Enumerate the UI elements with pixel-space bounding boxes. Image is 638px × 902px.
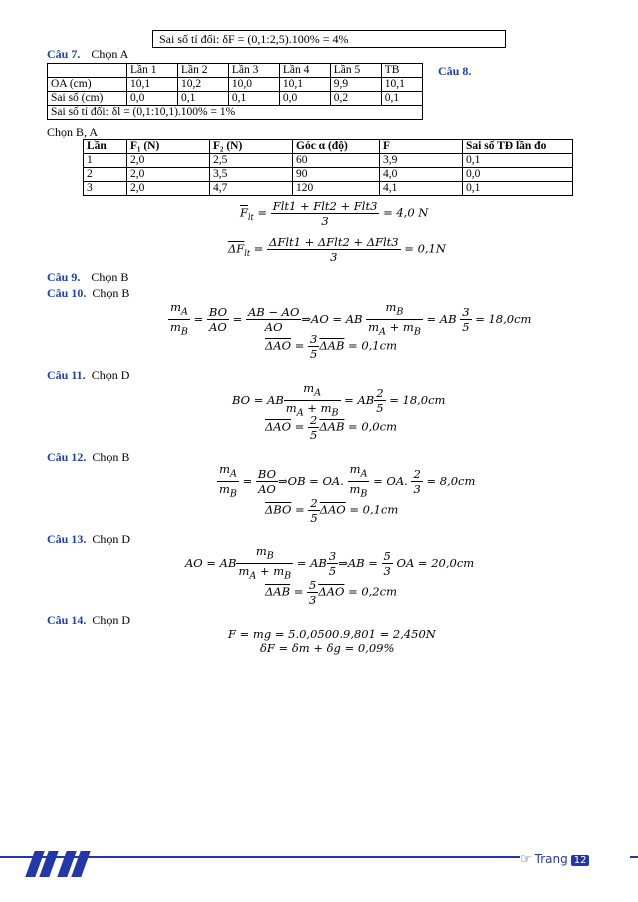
pointing-hand-icon: ☞ xyxy=(520,852,532,867)
table-cell: 60 xyxy=(293,154,380,168)
formula-numerator: Flt1 + Flt2 + Flt3 xyxy=(272,199,378,213)
table-oa-measurements xyxy=(47,63,423,120)
q13-formula-1: AO = AB $\frac{m_B}{m_A + m_B}$ = AB $\frac{3}{5}$ ⇒AB = $\frac{5}{3}$ OA = 20,0cm xyxy=(185,544,475,582)
q14-formula-2: δF = δm + δg = 0,09% xyxy=(260,641,395,655)
header-cell: F xyxy=(380,140,463,154)
top-summary-text: Sai số tỉ đối: δF = (0,1:2,5).100% = 4% xyxy=(159,32,349,46)
formula-result: = 0,1N xyxy=(404,241,446,256)
question-7 xyxy=(47,47,128,61)
table-cell: 0,1 xyxy=(463,154,573,168)
q13-formula-2-result: = 0,2cm xyxy=(348,584,397,599)
table-footer-row xyxy=(48,106,423,120)
header-cell: Lần 5 xyxy=(330,64,381,78)
table-cell: 2,0 xyxy=(127,182,210,196)
header-cell: Sai số TĐ lần đo xyxy=(463,140,573,154)
q13-formula-2: $\overline{\Delta AB}$ = $\frac{5}{3}$ $\overline{\Delta AO} = 0,2cm$ xyxy=(265,578,397,607)
q13-formula-1-result: OA = 20,0cm xyxy=(396,555,475,570)
table-cell: OA (cm) xyxy=(48,78,127,92)
table-cell: 9,9 xyxy=(330,78,381,92)
table-cell: 3,5 xyxy=(210,168,293,182)
formula-result: = 4,0 N xyxy=(383,205,429,220)
page-label: Trang xyxy=(534,852,568,866)
table-cell: 4,0 xyxy=(380,168,463,182)
table-cell: 10,1 xyxy=(127,78,178,92)
table-header-row xyxy=(48,64,423,78)
header-cell: Lần 4 xyxy=(279,64,330,78)
question-10-label: Câu 10. xyxy=(47,286,87,300)
header-cell: F₂ (N) xyxy=(210,140,293,154)
table-force-measurements xyxy=(83,139,573,196)
question-11-label: Câu 11. xyxy=(47,368,86,382)
formula-numerator: ΔFlt1 + ΔFlt2 + ΔFlt3 xyxy=(269,235,399,249)
table-cell: 10,2 xyxy=(177,78,228,92)
header-cell: Lần 2 xyxy=(177,64,228,78)
question-14-answer: Chọn D xyxy=(92,613,131,627)
table-row xyxy=(48,92,423,106)
q11-formula-1-result: = 18,0cm xyxy=(389,392,446,407)
table-cell: 10,1 xyxy=(279,78,330,92)
table-cell: 0,0 xyxy=(463,168,573,182)
table-cell: 2,0 xyxy=(127,154,210,168)
q12-formula-2: $\overline{\Delta BO}$ = $\frac{2}{5}$ $\overline{\Delta AO} = 0,1cm$ xyxy=(265,496,399,525)
question-13-label: Câu 13. xyxy=(47,532,87,546)
question-9-answer: Chọn B xyxy=(91,270,129,284)
question-10 xyxy=(47,286,129,300)
table-row xyxy=(84,182,573,196)
question-11-answer: Chọn D xyxy=(91,368,130,382)
formula-denominator: 3 xyxy=(330,250,338,264)
header-cell: TB xyxy=(381,64,422,78)
q14-formula-1: F = mg = 5.0,0500.9,801 = 2,450N xyxy=(228,627,436,641)
table-header-row xyxy=(84,140,573,154)
table-cell: 0,1 xyxy=(177,92,228,106)
question-13 xyxy=(47,532,130,546)
q10-formula-1: $\frac{m_A}{m_B}$ = $\frac{BO}{AO}$ = $\frac{AB - AO}{AO}$ ⇒AO = AB $\frac{m_B}{m_A + m_B}$ = AB $\frac{3}{5}$ = 18,0cm xyxy=(170,300,532,338)
header-cell xyxy=(48,64,127,78)
page-number-badge: 12 xyxy=(571,855,590,866)
table-cell: 10,1 xyxy=(381,78,422,92)
table-row xyxy=(84,154,573,168)
formula-lhs: $\overline{\Delta F}$ xyxy=(228,241,245,256)
q10-formula-2: $\overline{\Delta AO}$ = $\frac{3}{5}$ $\overline{\Delta AB} = 0,1cm$ xyxy=(265,332,397,361)
q10-formula-2-result: = 0,1cm xyxy=(348,338,397,353)
question-8-label: Câu 8. xyxy=(438,64,472,78)
table-cell: 0,0 xyxy=(279,92,330,106)
q12-formula-1-result: = 8,0cm xyxy=(426,473,476,488)
q12-formula-2-result: = 0,1cm xyxy=(349,502,399,517)
table-cell: 0,1 xyxy=(463,182,573,196)
table-cell: 2,0 xyxy=(127,168,210,182)
question-7-label: Câu 7. xyxy=(47,47,81,61)
table-cell: 3 xyxy=(84,182,127,196)
table-cell: 1 xyxy=(84,154,127,168)
question-12-answer: Chọn B xyxy=(92,450,130,464)
q11-formula-2: $\overline{\Delta AO}$ = $\frac{2}{5}$ $\overline{\Delta AB} = 0,0cm$ xyxy=(265,413,397,442)
header-cell: Lần 3 xyxy=(228,64,279,78)
q11-formula-2-result: = 0,0cm xyxy=(348,419,397,434)
table-cell: 0,1 xyxy=(228,92,279,106)
table-cell: 2 xyxy=(84,168,127,182)
table-cell: 90 xyxy=(293,168,380,182)
table-cell: 0,1 xyxy=(381,92,422,106)
header-cell: Lần 1 xyxy=(127,64,178,78)
question-14 xyxy=(47,613,130,627)
q11-formula-1: BO = AB $\frac{m_A}{m_A + m_B}$ = AB $\frac{2}{5}$ = 18,0cm xyxy=(232,381,446,419)
question-9-label: Câu 9. xyxy=(47,270,81,284)
table-cell: 10,0 xyxy=(228,78,279,92)
table-row xyxy=(84,168,573,182)
table-cell: 0,2 xyxy=(330,92,381,106)
q12-formula-1: $\frac{m_A}{m_B}$ = $\frac{BO}{AO}$ ⇒OB = OA. $\frac{m_A}{m_B}$ = OA. $\frac{2}{3}$ = 8,0cm xyxy=(219,462,476,500)
question-7-answer: Chọn A xyxy=(91,47,129,61)
formula-mean-f: $\overline{F}_{lt}$ = $\frac{\text{Flt1 + Flt2 + Flt3}}{3}$ = 4,0 N xyxy=(240,199,429,228)
top-summary-box xyxy=(152,30,506,48)
question-10-answer: Chọn B xyxy=(92,286,130,300)
table-cell: Sai số (cm) xyxy=(48,92,127,106)
table-cell: 3,9 xyxy=(380,154,463,168)
table-cell: 4,7 xyxy=(210,182,293,196)
choose-ba-text: Chọn B, A xyxy=(47,125,99,139)
header-cell: Lần xyxy=(84,140,127,154)
question-14-label: Câu 14. xyxy=(47,613,87,627)
table-cell: 2,5 xyxy=(210,154,293,168)
table-cell: 0,0 xyxy=(127,92,178,106)
question-13-answer: Chọn D xyxy=(92,532,131,546)
header-cell: F₁ (N) xyxy=(127,140,210,154)
formula-denominator: 3 xyxy=(321,214,329,228)
formula-lhs: $\overline{F}$ xyxy=(240,205,248,220)
question-9 xyxy=(47,270,128,284)
question-12-label: Câu 12. xyxy=(47,450,87,464)
formula-mean-delta-f: $\overline{\Delta F}_{lt}$ = $\frac{\text{ΔFlt1 + ΔFlt2 + ΔFlt3}}{3}$ = 0,1N xyxy=(228,235,446,264)
table-footer-cell: Sai số tỉ đối: δl = (0,1:10,1).100% = 1% xyxy=(48,106,423,120)
q10-formula-1-result: = 18,0cm xyxy=(475,311,532,326)
table-cell: 4,1 xyxy=(380,182,463,196)
page-footer xyxy=(520,852,630,872)
table-cell: 120 xyxy=(293,182,380,196)
question-11 xyxy=(47,368,129,382)
question-12 xyxy=(47,450,129,464)
header-cell: Góc α (độ) xyxy=(293,140,380,154)
table-row xyxy=(48,78,423,92)
